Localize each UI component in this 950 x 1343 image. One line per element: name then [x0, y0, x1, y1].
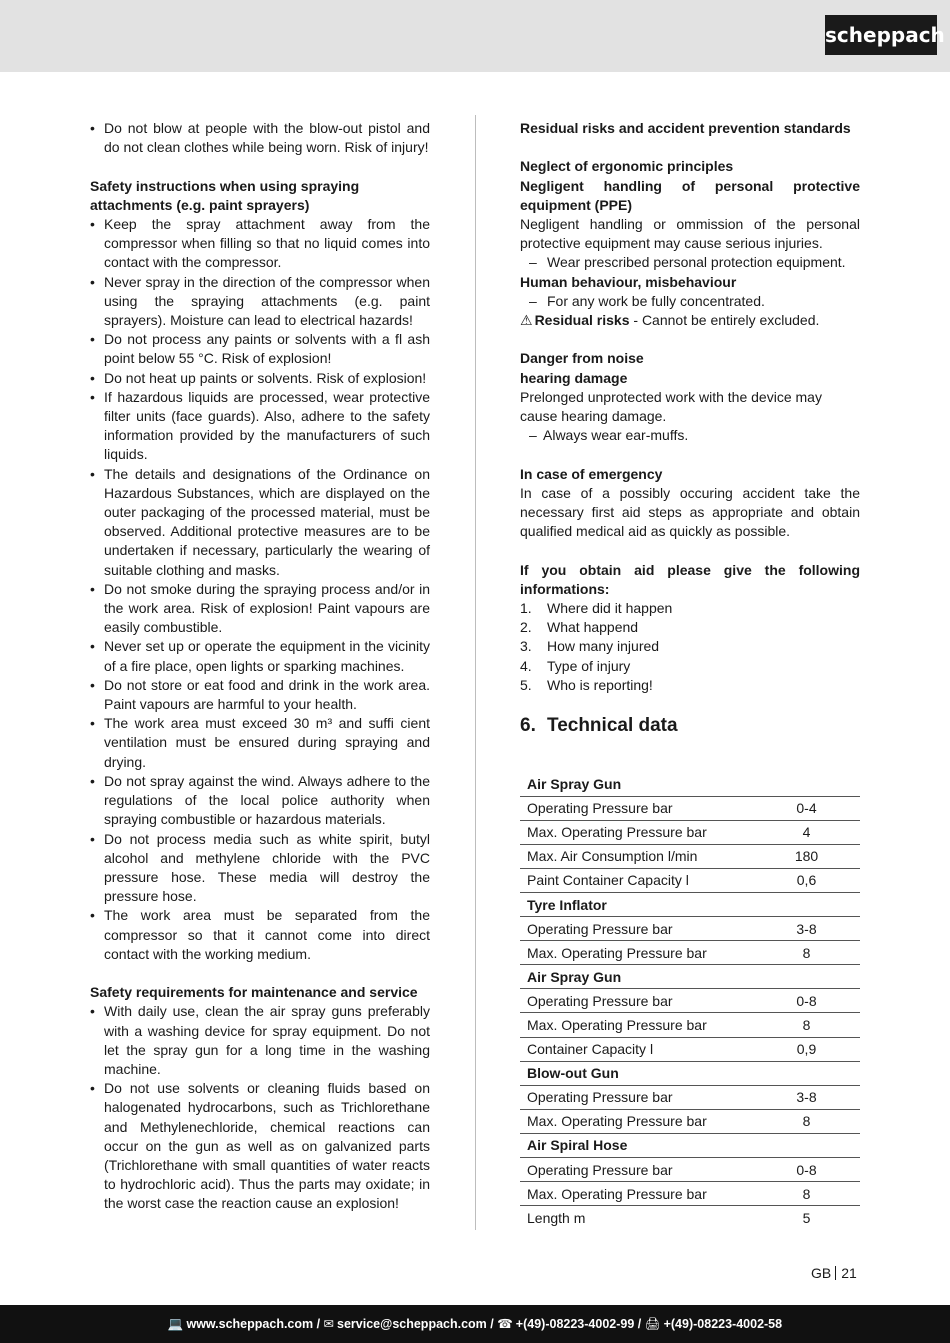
- list-item: • With daily use, clean the air spray guns preferably with a washing device for spray equipment. Do not let the spray gun for a long time in the washing machine.: [90, 1002, 430, 1079]
- list-item: [520, 657, 860, 676]
- residual-heading: Residual risks and accident prevention standards: [520, 120, 851, 136]
- aid-heading: If you obtain aid please give the following informations:: [520, 561, 860, 597]
- footer-separator: /: [486, 1317, 498, 1331]
- intro-bullet-list: [90, 119, 430, 157]
- table-cell-value: 0,6: [753, 868, 860, 892]
- table-group-heading: Air Spray Gun: [520, 965, 860, 989]
- noise-text: Prelonged unprotected work with the device may cause hearing damage.: [520, 388, 822, 425]
- maintenance-heading: Safety requirements for maintenance and service: [90, 984, 418, 1001]
- list-number: 2.: [520, 619, 532, 636]
- table-cell-value: 5: [802, 1209, 811, 1226]
- noise-dash-item: – Always wear ear-muffs.: [520, 426, 860, 445]
- table-cell-label: Max. Operating Pressure bar: [520, 820, 753, 844]
- table-cell-value: 8: [753, 1013, 860, 1037]
- table-cell-value: 8: [753, 941, 860, 965]
- table-cell-label: Max. Operating Pressure bar: [520, 1182, 753, 1206]
- list-number: 4.: [520, 657, 532, 674]
- left-column: [90, 119, 430, 1214]
- fax-icon: 🖨: [644, 1317, 661, 1331]
- table-cell-label: Max. Operating Pressure bar: [520, 1013, 753, 1037]
- table-cell-label: Max. Operating Pressure bar: [520, 1109, 753, 1133]
- scheppach-logo: scheppach: [825, 15, 937, 55]
- table-cell-label: Container Capacity l: [520, 1037, 753, 1061]
- email-icon: ✉: [323, 1317, 335, 1331]
- table-cell-value: 180: [753, 844, 860, 868]
- table-cell-value: 0,9: [753, 1037, 860, 1061]
- emergency-heading: In case of emergency: [520, 465, 663, 482]
- footer-separator: /: [313, 1317, 324, 1331]
- spraying-bullet-list: [90, 215, 430, 964]
- behaviour-heading: Human behaviour, misbehaviour: [520, 273, 737, 290]
- footer-phone: +(49)-08223-4002-99: [515, 1317, 635, 1331]
- list-number: 5.: [520, 676, 532, 693]
- section-title: [520, 711, 860, 741]
- list-text: How many injured: [547, 638, 660, 655]
- technical-data-table: [520, 772, 860, 1230]
- page-number: [811, 1264, 857, 1282]
- table-group-heading: Air Spray Gun: [520, 772, 860, 796]
- section-title-text: Technical data: [547, 715, 678, 737]
- list-item: [520, 618, 860, 637]
- list-item: • Do not process media such as white spirit, butyl alcohol and methylene chloride with the PVC pressure hose. These media will destroy the pressure hose.: [90, 830, 430, 907]
- list-item: • Keep the spray attachment away from the compressor when filling so that no liquid comes into contact with the compressor.: [90, 215, 430, 273]
- column-divider: [475, 115, 476, 1230]
- emergency-text: In case of a possibly occuring accident take the necessary first aid steps as appropriate and obtain qualified medical aid as quickly as possible.: [520, 484, 860, 540]
- table-cell-label: Length m: [527, 1209, 586, 1226]
- table-cell-value: 8: [753, 1109, 860, 1133]
- list-item: • Do not heat up paints or solvents. Risk of explosion!: [90, 369, 430, 388]
- warning-triangle-icon: ⚠: [520, 312, 533, 329]
- list-item: • Do not use solvents or cleaning fluids based on halogenated hydrocarbons, such as Trichlorethane and Methylenechloride, chemical reactions can occur on the gun as well as on galvanized parts (Trichlorethane with small quantities of water reacts to hydrochloric acid). Thus the parts may oxidate; in the worst case the reaction cause an explosion!: [90, 1079, 430, 1213]
- list-item: [520, 676, 860, 695]
- list-item: • Do not blow at people with the blow-out pistol and do not clean clothes while being worn. Risk of injury!: [90, 119, 430, 157]
- list-text: Who is reporting!: [547, 676, 653, 693]
- ppe-text: Negligent handling or ommission of the personal protective equipment may cause serious injuries.: [520, 216, 860, 252]
- table-cell-value: 0-8: [753, 989, 860, 1013]
- table-cell-label: Max. Air Consumption l/min: [520, 844, 753, 868]
- list-text: Type of injury: [547, 657, 631, 674]
- list-item: • The details and designations of the Ordinance on Hazardous Substances, which are displayed on the outer packaging of the processed material, must be observed. Additional protective measures are to be undertaken if necessary, particularly the wearing of suitable clothing and masks.: [90, 465, 430, 580]
- table-cell-label: Operating Pressure bar: [520, 917, 753, 941]
- list-item: • The work area must be separated from the compressor so that it cannot come into direct contact with the working medium.: [90, 906, 430, 964]
- page-number-value: 21: [841, 1265, 857, 1281]
- table-cell-value: 0-8: [753, 1158, 860, 1182]
- noise-heading: Danger from noise: [520, 350, 644, 367]
- table-group-heading: Tyre Inflator: [520, 892, 860, 916]
- ergonomic-heading: Neglect of ergonomic principles: [520, 158, 734, 175]
- page-number-separator: [835, 1266, 836, 1280]
- footer-fax: +(49)-08223-4002-58: [663, 1317, 783, 1331]
- residual-risks-label: Residual risks: [534, 312, 630, 329]
- residual-risks-text: - Cannot be entirely excluded.: [629, 312, 820, 329]
- computer-icon: 💻: [167, 1317, 184, 1331]
- section-number: 6.: [520, 715, 536, 737]
- ppe-dash-item: – Wear prescribed personal protection equipment.: [520, 253, 860, 272]
- list-number: 3.: [520, 638, 532, 655]
- list-item: • Do not spray against the wind. Always adhere to the regulations of the local police authority when spraying combustible or hazardous materials.: [90, 772, 430, 830]
- list-item: • Do not store or eat food and drink in the work area. Paint vapours are harmful to your health.: [90, 676, 430, 714]
- table-cell-value: 3-8: [753, 1085, 860, 1109]
- behaviour-dash-item: – For any work be fully concentrated.: [520, 292, 860, 311]
- hearing-heading: hearing damage: [520, 369, 628, 386]
- table-cell-label: Operating Pressure bar: [520, 796, 753, 820]
- list-text: Where did it happen: [547, 600, 673, 617]
- page-lang: GB: [811, 1265, 832, 1281]
- list-item: • If hazardous liquids are processed, wear protective filter units (face guards). Also, adhere to the safety information provided by the manufacturers of such liquids.: [90, 388, 430, 465]
- right-column: [520, 119, 860, 741]
- ppe-heading: Negligent handling of personal protective equipment (PPE): [520, 177, 860, 213]
- header-band: [0, 0, 950, 72]
- list-item: • The work area must exceed 30 m³ and suffi cient ventilation must be ensured during spraying and drying.: [90, 714, 430, 772]
- list-item: • Do not smoke during the spraying process and/or in the work area. Risk of explosion! Paint vapours are easily combustible.: [90, 580, 430, 638]
- footer-web-link[interactable]: www.scheppach.com: [186, 1317, 314, 1331]
- table-cell-label: Operating Pressure bar: [520, 1158, 753, 1182]
- residual-risks-line: [520, 311, 860, 330]
- phone-icon: ☎: [497, 1317, 513, 1331]
- footer-separator: /: [634, 1317, 645, 1331]
- list-item: [520, 599, 860, 618]
- list-text: What happend: [547, 619, 639, 636]
- list-item: • Never spray in the direction of the compressor when using the spraying attachments (e.g. paint sprayers). Moisture can lead to electrical hazards!: [90, 273, 430, 331]
- table-cell-label: Operating Pressure bar: [520, 989, 753, 1013]
- table-cell-value: 8: [753, 1182, 860, 1206]
- footer-contact-bar: [0, 1305, 950, 1343]
- list-item: • Never set up or operate the equipment in the vicinity of a fire place, open lights or sparking machines.: [90, 637, 430, 675]
- table-cell-value: 3-8: [753, 917, 860, 941]
- table-cell-label: Operating Pressure bar: [520, 1085, 753, 1109]
- table-cell-label: Paint Container Capacity l: [520, 868, 753, 892]
- table-group-heading: Blow-out Gun: [520, 1061, 860, 1085]
- spraying-heading: Safety instructions when using spraying attachments (e.g. paint sprayers): [90, 177, 360, 213]
- list-number: 1.: [520, 600, 532, 617]
- list-item: [520, 637, 860, 656]
- table-cell-value: 0-4: [753, 796, 860, 820]
- table-group-heading: Air Spiral Hose: [520, 1133, 860, 1157]
- table-cell-label: Max. Operating Pressure bar: [520, 941, 753, 965]
- maintenance-bullet-list: [90, 1002, 430, 1213]
- list-item: • Do not process any paints or solvents with a fl ash point below 55 °C. Risk of explosion!: [90, 330, 430, 368]
- table-cell-value: 4: [753, 820, 860, 844]
- footer-email-link[interactable]: service@scheppach.com: [337, 1317, 487, 1331]
